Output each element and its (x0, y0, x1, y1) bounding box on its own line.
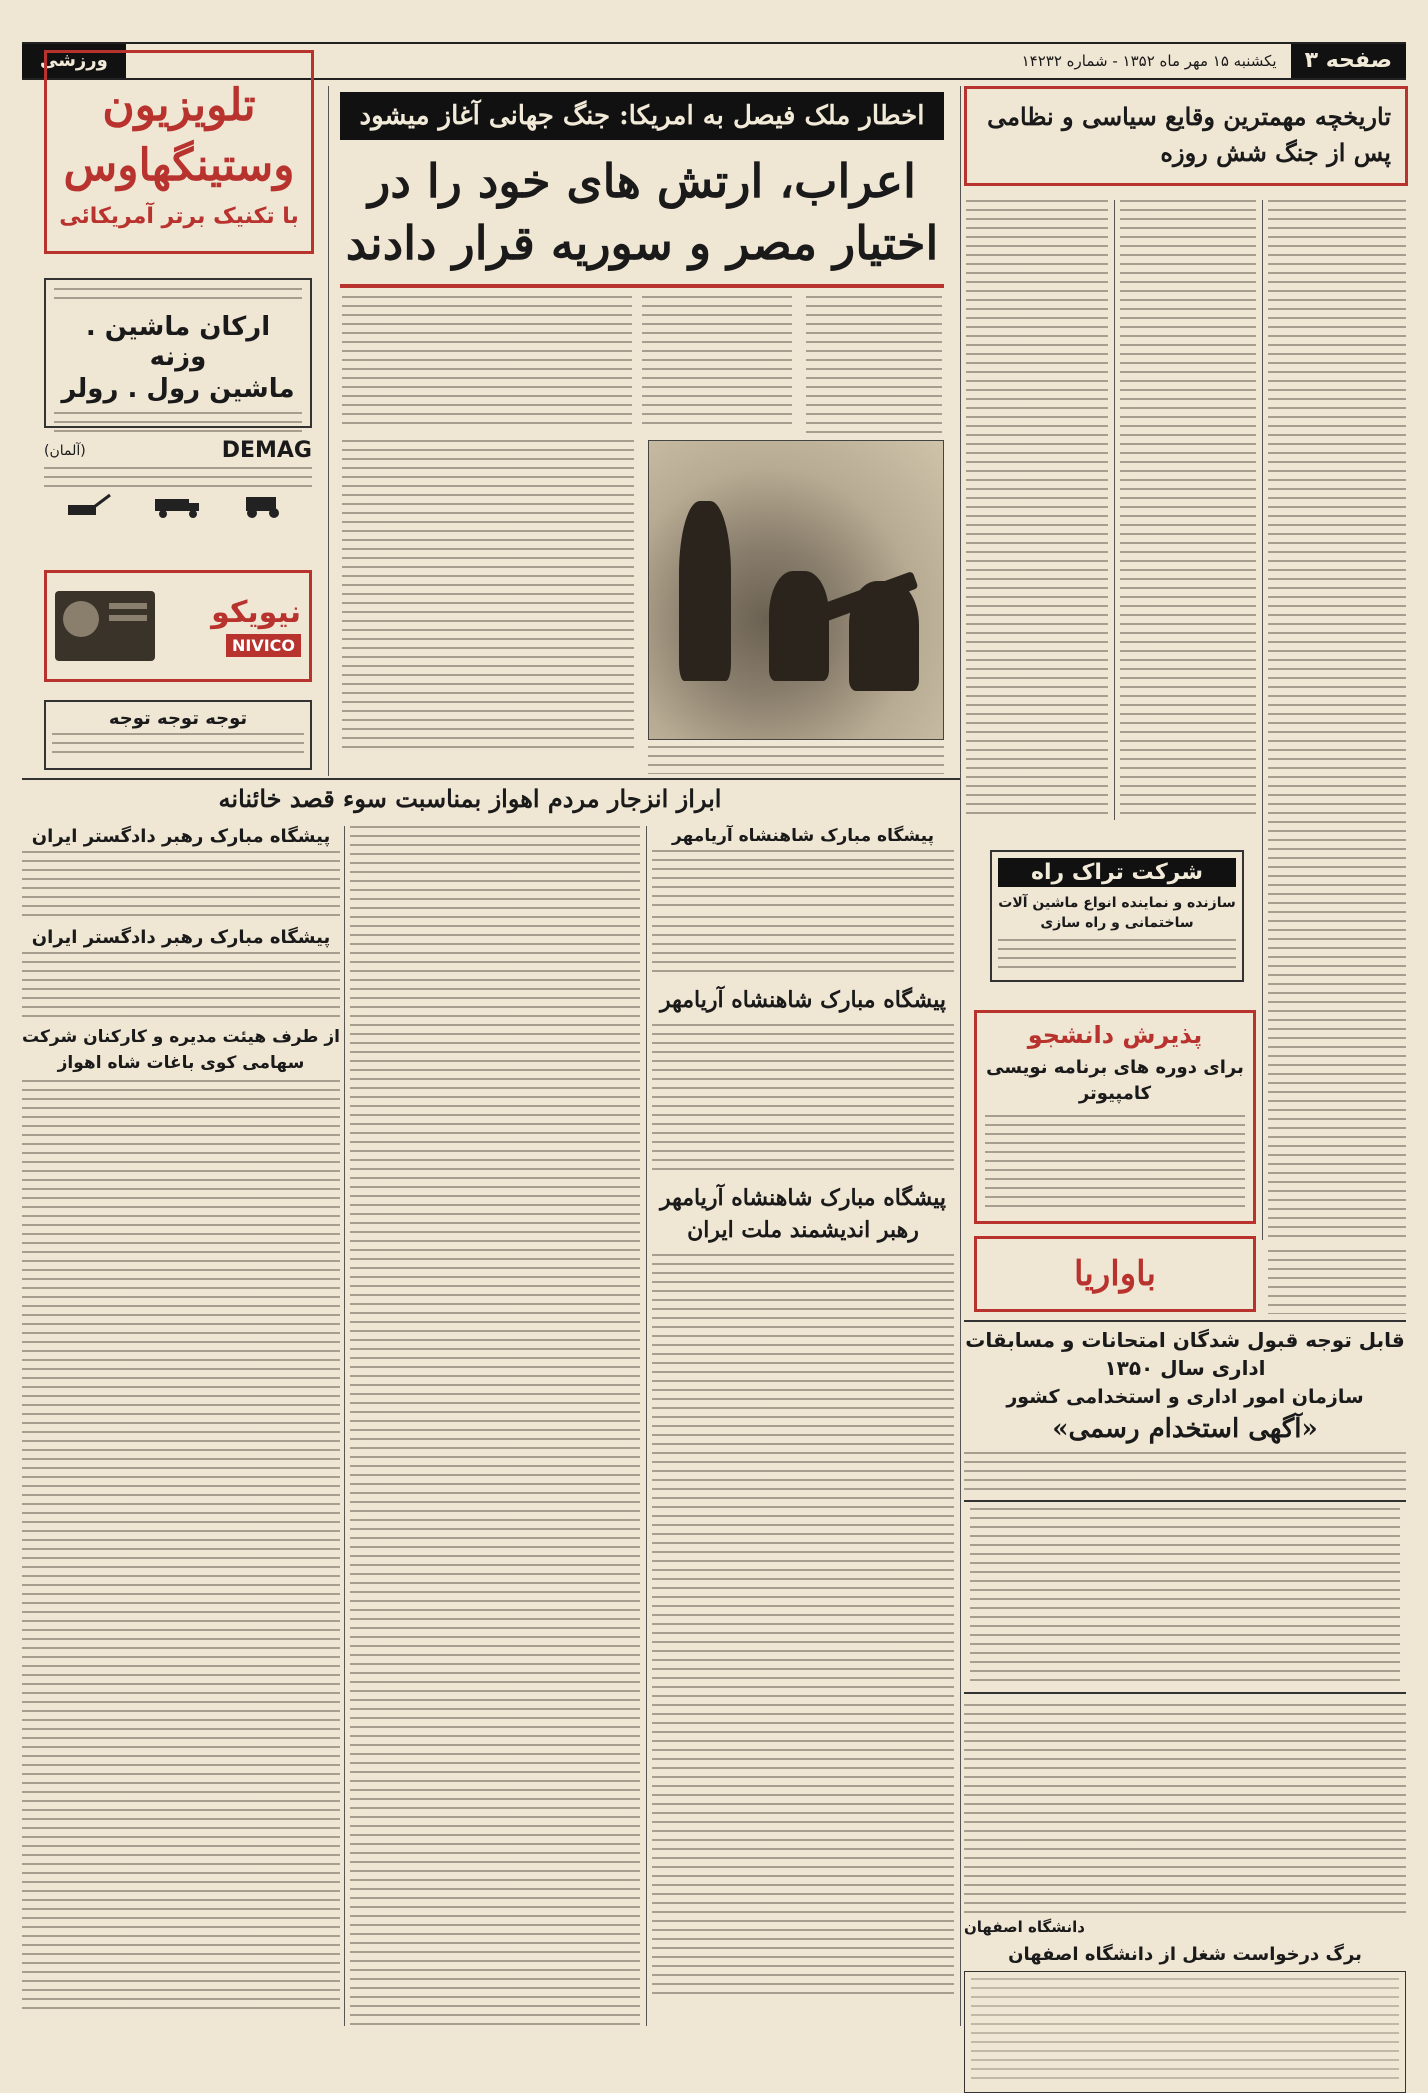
form-title: برگ درخواست شغل از دانشگاه اصفهان (1008, 1944, 1362, 1965)
main-headline-text: اعراب، ارتش های خود را در اختیار مصر و سوریه قرار دادند (345, 154, 939, 270)
demag-logo: DEMAG (221, 438, 312, 463)
application-form-fields (971, 1978, 1399, 2086)
timeline-column-1 (1268, 200, 1406, 1240)
employment-rule (964, 1320, 1406, 1322)
ad-westinghouse (44, 50, 314, 254)
news-photo (648, 440, 944, 740)
column-rule (328, 86, 329, 776)
left-body-2 (22, 952, 340, 1018)
application-form (964, 1971, 1406, 2093)
demag-country: (آلمان) (44, 442, 86, 459)
employment-signature: دانشگاه اصفهان (964, 1918, 1085, 1936)
radio-illustration (55, 591, 155, 661)
column-rule (960, 856, 961, 2026)
machine-icons (44, 493, 312, 519)
ad-bavaria (974, 1236, 1256, 1312)
arkan-intro (54, 288, 302, 306)
timeline-column-2 (1120, 200, 1256, 820)
soldier-figure (679, 501, 731, 681)
column-rule (646, 826, 647, 2026)
arkan-line-2: ماشین رول . رولر (61, 374, 295, 404)
timeline-box (964, 86, 1408, 186)
employment-terms (964, 1704, 1406, 1914)
nivico-brand: نیویکو (211, 595, 301, 630)
demag-body (44, 467, 312, 489)
story-column-4 (342, 440, 634, 754)
computer-sub: برای دوره های برنامه نویسی کامپیوتر (986, 1057, 1244, 1104)
center-body-3 (652, 1024, 954, 1174)
congrats-left-column (22, 826, 340, 2026)
column-rule (1114, 200, 1115, 820)
headline-rule (340, 284, 944, 288)
traktor-sub: سازنده و نماینده انواع ماشین آلات ساختمانی و راه سازی (998, 895, 1236, 931)
timeline-column-3 (966, 200, 1108, 820)
congrats-title-text: ابراز انزجار مردم اهواز بمناسبت سوء قصد خائنانه (218, 784, 722, 813)
left-head-3: از طرف هیئت مدیره و کارکنان شرکت سهامی کوی باغات شاه اهواز (22, 1027, 340, 1073)
main-headline (340, 146, 944, 278)
photo-caption (648, 746, 944, 774)
timeline-column-tail (1268, 1250, 1406, 1314)
positions-table-rows (970, 1508, 1400, 1686)
truck-icon (153, 493, 203, 519)
employment-org: سازمان امور اداری و استخدامی کشور (1006, 1386, 1364, 1408)
column-rule (344, 826, 345, 2026)
westinghouse-brand: تلویزیون وستینگهاوس (63, 79, 295, 191)
page-number: صفحه ۳ (1291, 44, 1406, 78)
traktor-title: شرکت تراک راه (998, 858, 1236, 887)
soldier-figure (769, 571, 829, 681)
center-body-4 (652, 1254, 954, 1994)
left-body-1 (22, 851, 340, 921)
left-body-3 (22, 1080, 340, 2010)
ad-employment (964, 1326, 1406, 2026)
main-kicker-text: اخطار ملک فیصل به امریکا: جنگ جهانی آغاز میشود (359, 101, 925, 131)
ad-demag (44, 438, 312, 528)
notice-body (52, 733, 304, 759)
computer-body (985, 1115, 1245, 1211)
congrats-section-title (140, 784, 800, 820)
section-rule (22, 778, 960, 780)
ad-traktor (990, 850, 1244, 982)
center-body-2 (652, 916, 954, 976)
employment-intro (964, 1452, 1406, 1492)
center-head-2: پیشگاه مبارک شاهنشاه آریامهر (659, 987, 947, 1013)
congrats-middle-column (350, 826, 640, 2026)
dateline: یکشنبه ۱۵ مهر ماه ۱۳۵۲ - شماره ۱۴۲۳۲ (1021, 52, 1277, 70)
left-head-1: پیشگاه مبارک رهبر دادگستر ایران (31, 826, 331, 847)
positions-table (964, 1500, 1406, 1694)
westinghouse-slogan: با تکنیک برتر آمریکائی (59, 203, 299, 229)
ad-arkan (44, 278, 312, 428)
bavaria-name: باواریا (1074, 1254, 1156, 1294)
employment-title: «آگهی استخدام رسمی» (1052, 1414, 1318, 1444)
nivico-logo: NIVICO (226, 634, 301, 657)
center-body-1 (652, 850, 954, 908)
roller-icon (242, 493, 292, 519)
timeline-title: تاریخچه مهمترین وقایع سیاسی و نظامی پس از جنگ شش روزه (987, 102, 1391, 167)
traktor-address (998, 939, 1236, 973)
left-head-2: پیشگاه مبارک رهبر دادگستر ایران (31, 927, 331, 948)
notice-heading: توجه توجه توجه (108, 708, 248, 729)
employment-notice: قابل توجه قبول شدگان امتحانات و مسابقات اداری سال ۱۳۵۰ (965, 1328, 1405, 1380)
column-rule (960, 86, 961, 856)
computer-title: پذیرش دانشجو (1027, 1021, 1203, 1049)
story-column-2 (642, 296, 792, 428)
ad-computer-course (974, 1010, 1256, 1224)
ad-notice (44, 700, 312, 770)
main-kicker (340, 92, 944, 140)
center-head-1: پیشگاه مبارک شاهنشاه آریامهر (672, 826, 934, 846)
congrats-right-column (652, 826, 954, 2026)
ad-nivico (44, 570, 312, 682)
center-head-3: پیشگاه مبارک شاهنشاه آریامهر رهبر اندیشمند ملت ایران (659, 1185, 947, 1243)
arkan-line-1: ارکان ماشین . وزنه (85, 312, 271, 372)
arkan-address (54, 412, 302, 438)
excavator-icon (64, 493, 114, 519)
story-column-3 (342, 296, 632, 428)
column-rule (1262, 200, 1263, 1240)
section-label: ورزشی (22, 44, 126, 78)
